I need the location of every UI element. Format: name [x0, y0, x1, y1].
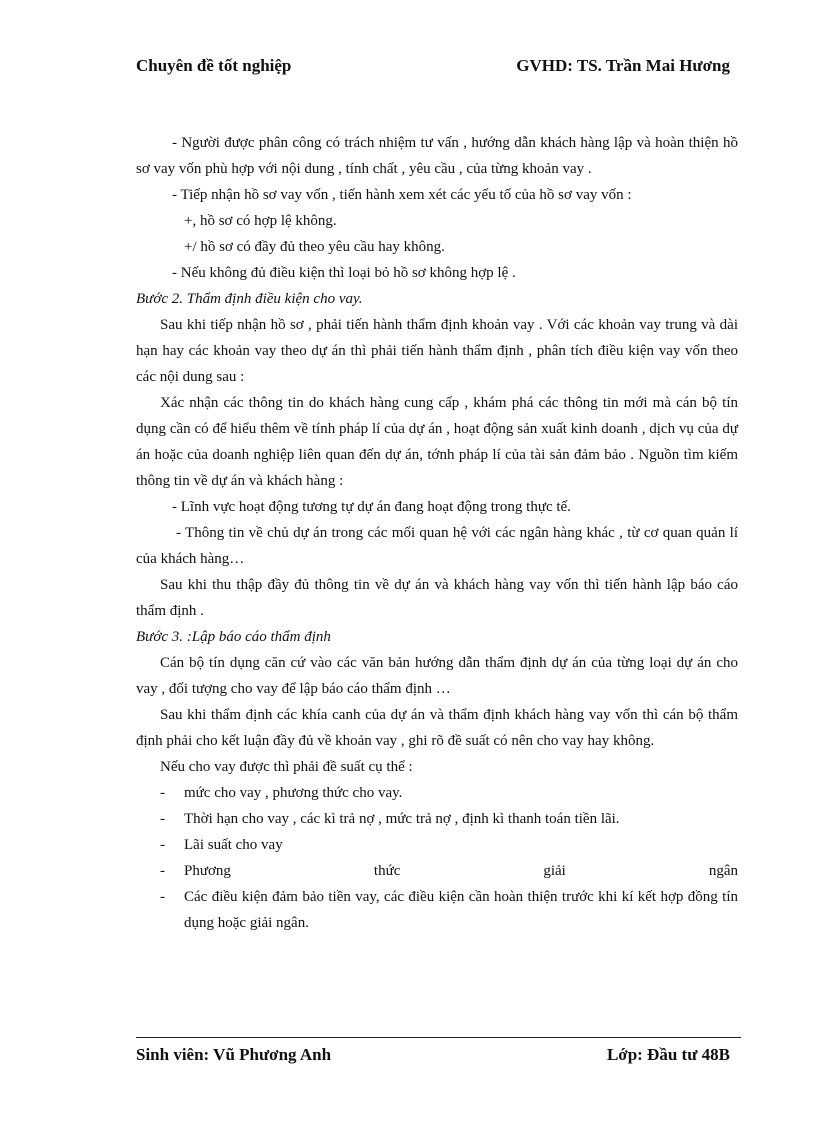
- list-dash: -: [160, 863, 165, 879]
- page-header: [136, 56, 730, 80]
- section-heading-step-3: Bước 3. :Lập báo cáo thẩm định: [136, 629, 331, 645]
- list-dash: -: [160, 785, 165, 801]
- paragraph: Xác nhận các thông tin do khách hàng cung cấp , khám phá các thông tin mới mà cán bộ tín dụng cần có để hiểu thêm về tính pháp lí của dự án , hoạt động sản xuất kinh doanh , dịch vụ của dự án hoặc của doanh nghiệp liên quan đến dự án, tớnh pháp lí của tài sản đảm bảo . Nguồn tìm kiếm thông tin về dự án và khách hàng :: [136, 395, 738, 489]
- list-item-text: Phương thức giải ngân: [184, 863, 738, 879]
- paragraph: - Người được phân công có trách nhiệm tư vấn , hướng dẫn khách hàng lập và hoàn thiện hồ sơ vay vốn phù hợp với nội dung , tính chất , yêu cầu , của từng khoản vay .: [136, 135, 738, 177]
- class-name: Lớp: Đầu tư 48B: [606, 1045, 730, 1064]
- paragraph: - Nếu không đủ điều kiện thì loại bỏ hồ sơ không hợp lệ .: [172, 265, 516, 281]
- list-item: [136, 858, 738, 884]
- document-title: Chuyên đề tốt nghiệp: [136, 56, 292, 75]
- paragraph: - Thông tin về chủ dự án trong các mối quan hệ với các ngân hàng khác , từ cơ quan quản lí của khách hàng…: [136, 525, 738, 567]
- paragraph: Cán bộ tín dụng căn cứ vào các văn bản hướng dẫn thẩm định dự án của từng loại dự án cho vay , đối tượng cho vay để lập báo cáo thẩm định …: [136, 655, 738, 697]
- list-item: [136, 806, 738, 832]
- list-item: [136, 832, 738, 858]
- list-dash: -: [160, 889, 165, 905]
- list-item-text: mức cho vay , phương thức cho vay.: [184, 785, 403, 801]
- list-item: [136, 884, 738, 936]
- list-item: [136, 780, 738, 806]
- list-item-text: Lãi suất cho vay: [184, 837, 283, 853]
- supervisor-name: GVHD: TS. Trần Mai Hương: [516, 56, 730, 75]
- list-dash: -: [160, 811, 165, 827]
- list-item-text: Thời hạn cho vay , các kì trả nợ , mức trả nợ , định kì thanh toán tiền lãi.: [184, 811, 620, 827]
- footer-divider: [136, 1037, 741, 1038]
- sub-item: +/ hồ sơ có đầy đủ theo yêu cầu hay không.: [184, 239, 445, 255]
- paragraph: Sau khi thu thập đầy đủ thông tin về dự án và khách hàng vay vốn thì tiến hành lập báo cáo thẩm định .: [136, 577, 738, 619]
- list-item-text: Các điều kiện đảm bảo tiền vay, các điều kiện cần hoàn thiện trước khi kí kết hợp đồng tín dụng hoặc giải ngân.: [184, 889, 738, 931]
- sub-item: +, hồ sơ có hợp lệ không.: [184, 213, 337, 229]
- section-heading-step-2: Bước 2. Thẩm định điều kiện cho vay.: [136, 291, 363, 307]
- paragraph: - Lĩnh vực hoạt động tương tự dự án đang hoạt động trong thực tế.: [172, 499, 571, 515]
- document-body: [136, 130, 738, 936]
- page-footer: [136, 1045, 730, 1069]
- paragraph: Sau khi thẩm định các khía canh của dự án và thẩm định khách hàng vay vốn thì cán bộ thẩm định phải cho kết luận đầy đủ về khoản vay , ghi rõ đề suất có nên cho vay hay không.: [136, 707, 738, 749]
- student-name: Sinh viên: Vũ Phương Anh: [136, 1045, 332, 1064]
- paragraph: Sau khi tiếp nhận hồ sơ , phải tiến hành thẩm định khoản vay . Với các khoản vay trung và dài hạn hay các khoản vay theo dự án thì phải tiến hành thẩm định , phân tích điều kiện vay vốn theo các nội dung sau :: [136, 317, 738, 385]
- paragraph: Nếu cho vay được thì phải đề suất cụ thể :: [160, 759, 413, 775]
- paragraph: - Tiếp nhận hồ sơ vay vốn , tiến hành xem xét các yếu tố của hồ sơ vay vốn :: [172, 187, 632, 203]
- list-dash: -: [160, 837, 165, 853]
